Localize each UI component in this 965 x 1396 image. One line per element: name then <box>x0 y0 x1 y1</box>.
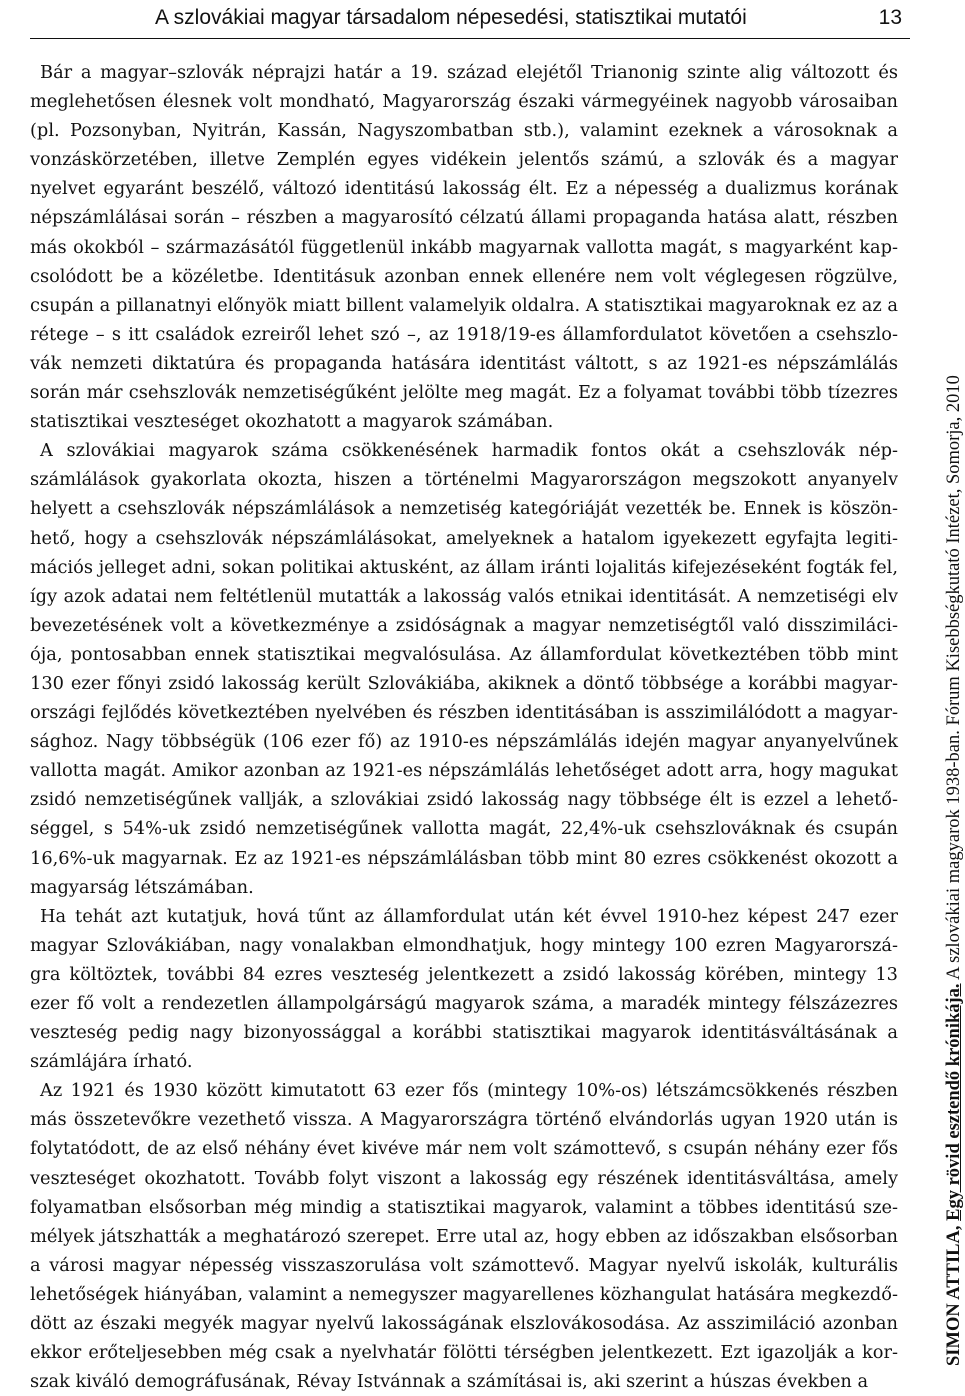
citation-author: SIMON ATTILA, <box>944 1225 964 1366</box>
page-number: 13 <box>878 6 902 29</box>
citation-book-title: Egy rövid esztendő krónikája. <box>944 983 964 1221</box>
vertical-citation <box>943 356 965 1366</box>
paragraph-2: A szlovákiai magyarok száma csökkenésének harmadik fontos okát a csehszlovák népszámlálások gyakorlata okozta, hiszen a történelmi Magyarországon megszokott anyanyelv helyett a csehszlovák népszámlálások a nemzetiség kategóriáját vezették be. Ennek is köszönhető, hogy a csehszlovák népszámlálásokat, amelyeknek a hatalom igyekezett egyfajta legitimációs jelleget adni, sokan politikai aktusként, az állam iránti lojalitás kifejezéseként fogták fel, így azok adatai nem feltétlenül mutatták a lakosság valós etnikai identitását. A nemzetiségi elv bevezetésének volt a következménye a zsidóságnak a magyar nemzetiségtől való disszimilációja, pontosabban ennek statisztikai megvalósulása. Az államfordulat következtében több mint 130 ezer főnyi zsidó lakosság került Szlovákiába, akiknek a döntő többsége a korábbi magyarországi fejlődés következtében nyelvében és részben identitásában is asszimilálódott a magyarsághoz. Nagy többségük (106 ezer fő) az 1910-es népszámlálás idején magyar anyanyelvűnek vallotta magát. Amikor azonban az 1921-es népszámlálás lehetőséget adott arra, hogy magukat zsidó nemzetiségűnek vallják, a szlovákiai zsidó lakosság nagy többsége élt is ezzel a lehetőséggel, s 54%-uk zsidó nemzetiségűnek vallotta magát, 22,4%-uk csehszlováknak és csupán 16,6%-uk magyarnak. Ez az 1921-es népszámlálásban több mint 80 ezres csökkenést okozott a magyarság létszámában. <box>30 440 898 898</box>
paragraph-4: Az 1921 és 1930 között kimutatott 63 ezer fős (mintegy 10%-os) létszámcsökkenés részben más összetevőkre vezethető vissza. A Magyarországra történő elvándorlás ugyan 1920 után is folytatódott, de az első néhány évet kivéve már nem volt számottevő, s csupán néhány ezer fős veszteséget okozhatott. Tovább folyt viszont a lakosság egy részének identitásváltása, amely folyamatban elsősorban még mindig a statisztikai magyarok, valamint a többes identitású személyek játszhatták a meghatározó szerepet. Erre utal az, hogy ebben az időszakban elsősorban a városi magyar népesség visszaszorulása volt számottevő. Magyar nyelvű iskolák, kulturális lehetőségek hiányában, valamint a nemegyszer magyarellenes közhangulat hatására megkezdődött az északi megyék magyar nyelvű lakosságának elszlovákosodása. Az asszimiláció azonban ekkor erőteljesebben még csak a nyelvhatár fölötti térségben jelentkezett. Ezt igazolják a korszak kiváló demográfusának, Révay Istvánnak a számításai is, aki szerint a húszas években a <box>30 1080 898 1393</box>
citation-details: A szlovákiai magyarok 1938-ban. Fórum Kisebbségkutató Intézet, Somorja, 2010 <box>944 375 964 984</box>
paragraph-3: Ha tehát azt kutatjuk, hová tűnt az államfordulat után két évvel 1910-hez képest 247 ezer magyar Szlovákiában, nagy vonalakban elmondhatjuk, hogy mintegy 100 ezren Magyarországra költöztek, további 84 ezres veszteség jelentkezett a zsidó lakosság körében, mintegy 13 ezer fő volt a rendezetlen állampolgárságú magyarok száma, a maradék mintegy félszázezres veszteség pedig nagy bizonyossággal a korábbi statisztikai magyarok identitásváltásának a számlájára írható. <box>30 905 898 1073</box>
body-text <box>30 58 898 1396</box>
running-header-title: A szlovákiai magyar társadalom népesedési, statisztikai mutatói <box>155 6 747 29</box>
paragraph-1: Bár a magyar–szlovák néprajzi határ a 19. század elejétől Trianonig szinte alig változott és meglehetősen élesnek volt mondható, Magyarország északi vármegyéinek nagyobb városaiban (pl. Pozsonyban, Nyitrán, Kassán, Nagyszombatban stb.), valamint ezeknek a városoknak a vonzáskörzetében, illetve Zemplén egyes vidékein jelentős számú, a szlovák és a magyar nyelvet egyaránt beszélő, változó identitású lakosság élt. Ez a népesség a dualizmus korának népszámlálásai során – részben a magyarosító célzatú állami propaganda hatása alatt, részben más okokból – származásától függetlenül inkább magyarnak vallotta magát, s magyarként kapcsolódott be a közéletbe. Identitásuk azonban ennek ellenére nem volt véglegesen rögzülve, csupán a pillanatnyi előnyök miatt billent valamelyik oldalra. A statisztikai magyaroknak ez az a rétege – s itt családok ezreiről lehet szó –, az 1918/19-es államfordulatot követően a csehszlovák nemzeti diktatúra és propaganda hatására identitást váltott, s az 1921-es népszámlálás során már csehszlovák nemzetiségűként jelölte meg magát. Ez a folyamat további több tízezres statisztikai veszteséget okozhatott a magyarok számában. <box>30 62 898 433</box>
running-header <box>30 0 910 39</box>
